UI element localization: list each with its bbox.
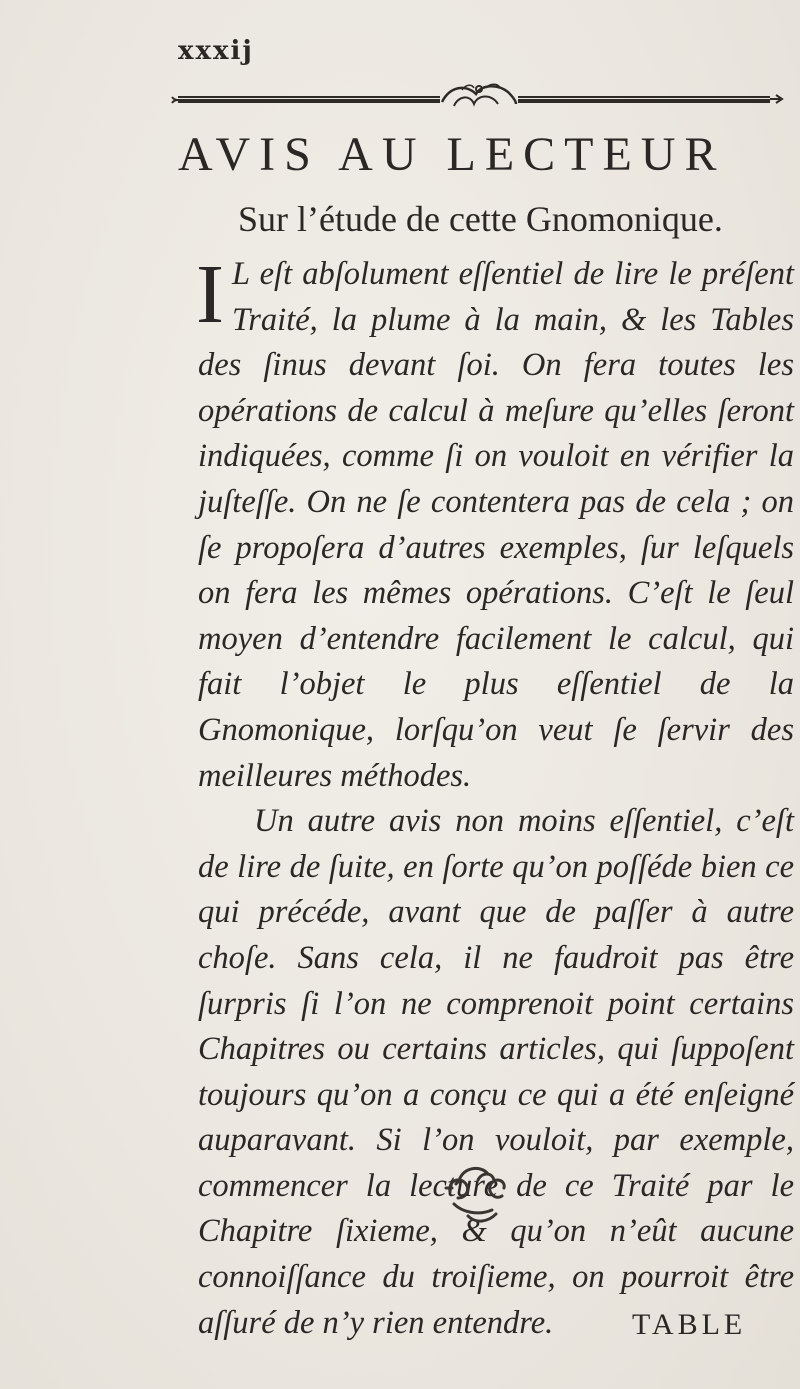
paragraph-1-text: L eſt abſolument eſſentiel de lire le préſent Traité, la plume à la main, & les Tables des ſinus devant ſoi. On fera toutes les opérations de calcul à meſure qu’elles ſeront indiquées, comme ſi on vouloit en vérifier la juſteſſe. On ne ſe contentera pas de cela ; on ſe propoſera d’autres exemples, ſur leſquels on fera les mêmes opérations. C’eſt le ſeul moyen d’entendre facilement le calcul, qui fait l’objet le plus eſſentiel de la Gnomonique, lorſqu’on veut ſe ſervir des meilleures méthodes. (198, 256, 794, 794)
page-subtitle: Sur l’étude de cette Gnomonique. (238, 199, 723, 239)
page-title: AVIS AU LECTEUR (178, 128, 726, 181)
header-rule-ornament (170, 80, 788, 120)
fleuron-ornament (432, 1158, 522, 1232)
drop-cap: I (196, 248, 224, 341)
paragraph-1 (196, 248, 794, 799)
catchword: TABLE (632, 1308, 747, 1341)
paragraph-2: Un autre avis non moins eſſentiel, c’eſt de lire de ſuite, en ſorte qu’on poſſéde bien ce qui précéde, avant que de paſſer à autre choſe. Sans cela, il ne faudroit pas être ſurpris ſi l’on ne comprenoit point certains Chapitres ou certains articles, qui ſuppoſent toujours qu’on a conçu ce qui a été enſeigné auparavant. Si l’on vouloit, par exemple, commencer la lecture de ce Traité par le Chapitre ſixieme, & qu’on n’eût aucune connoiſſance du troiſieme, on pourroit être aſſuré de n’y rien entendre. (198, 803, 794, 1341)
page-number: xxxij (178, 36, 254, 66)
